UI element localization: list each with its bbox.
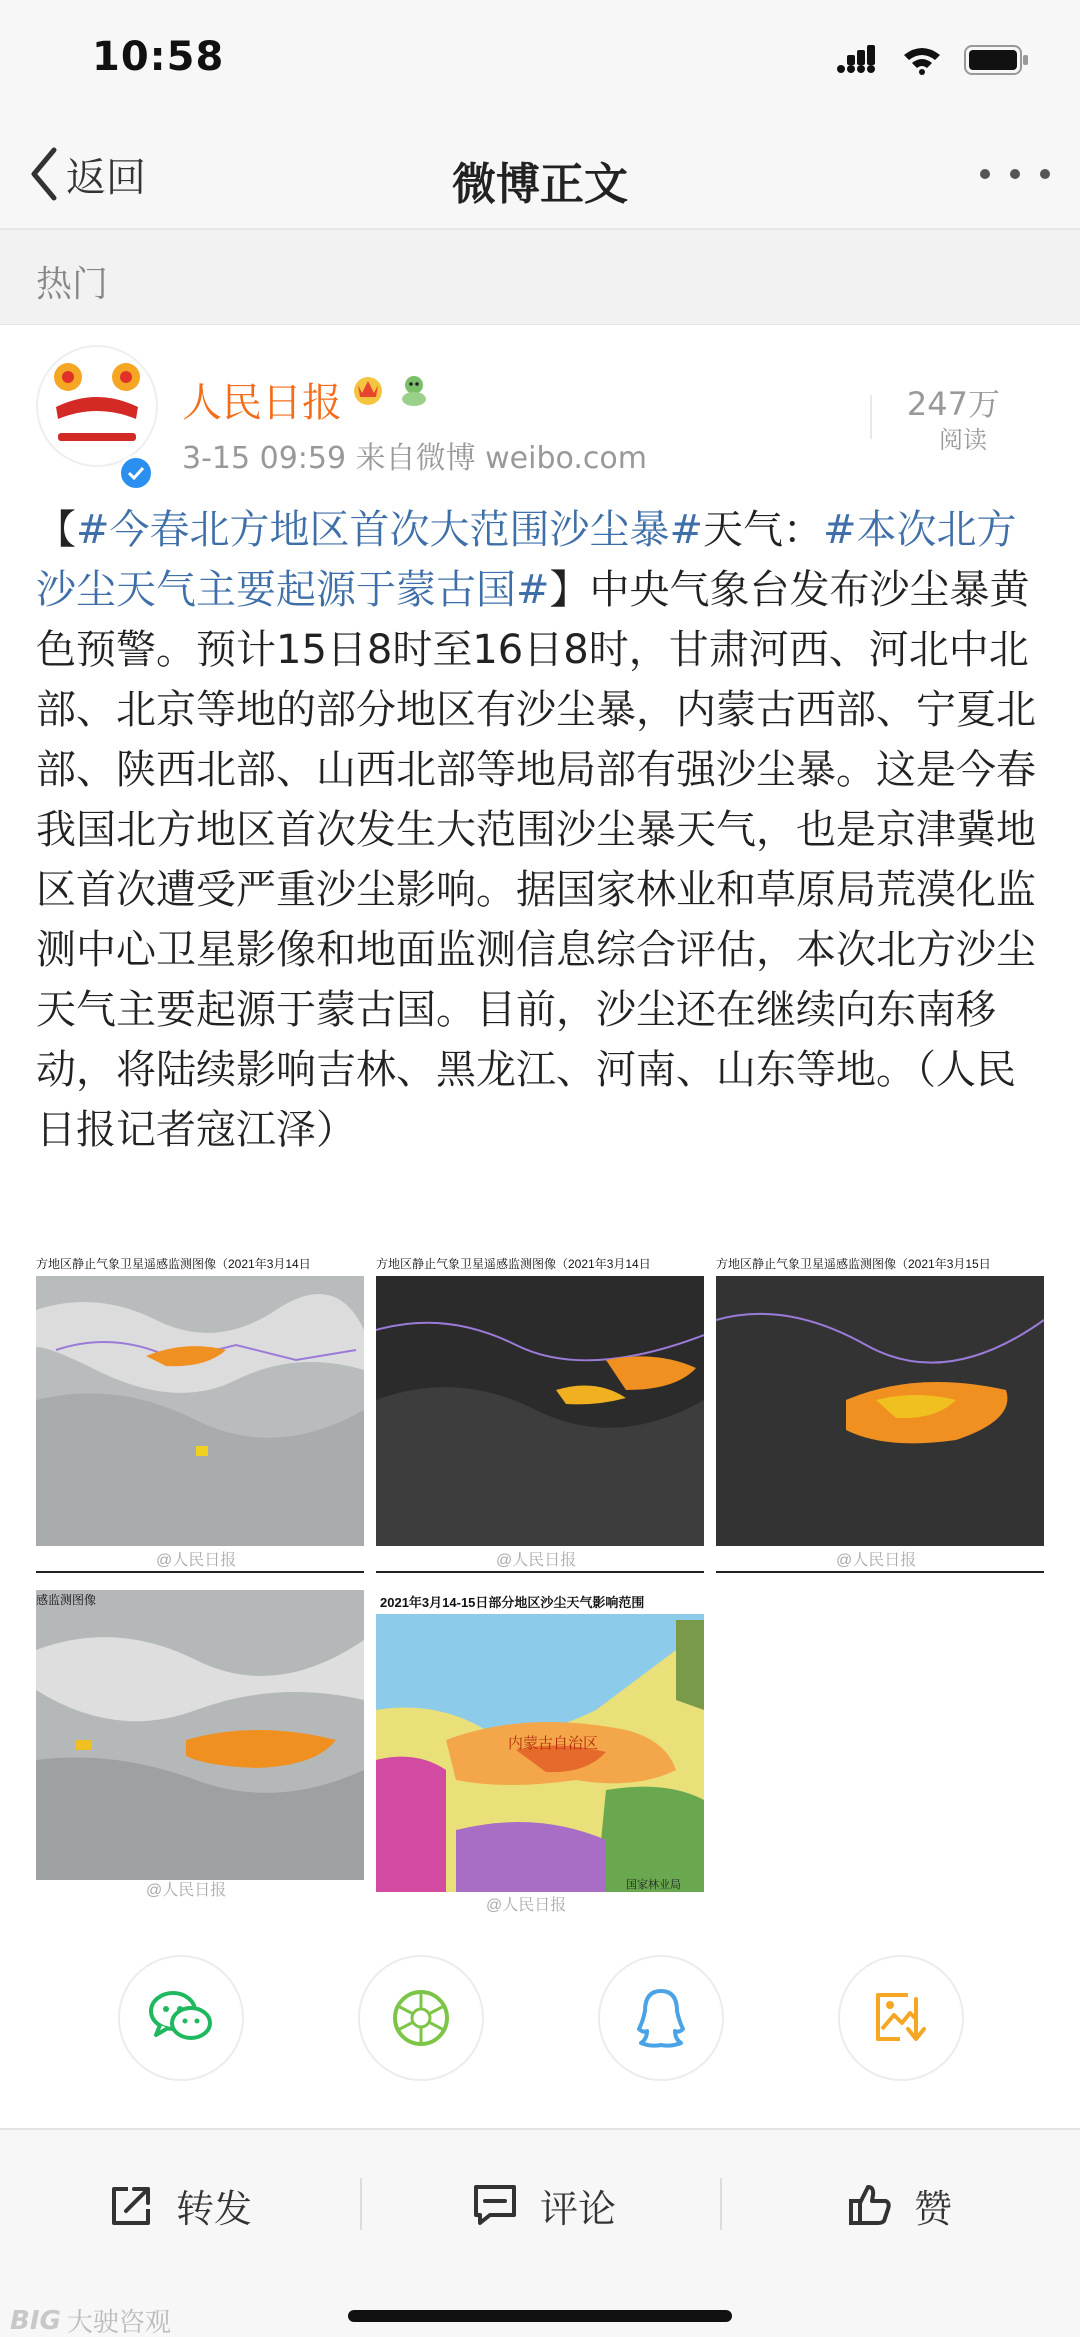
camera-aperture-icon (391, 1988, 451, 2048)
image-caption: 方地区静止气象卫星遥感监测图像（2021年3月15日 (716, 1257, 991, 1271)
wifi-icon (902, 45, 942, 75)
post-text-segment: 】中央气象台发布沙尘暴黄色预警。预计15日8时至16日8时，甘肃河西、河北中北部、北京等地的部分地区有沙尘暴，内蒙古西部、宁夏北部、陕西北部、山西北部等地局部有强沙尘暴。这是今春我国北方地区首次发生大范围沙尘暴天气，也是京津冀地区首次遭受严重沙尘影响。据国家林业和草原局荒漠化监测中心卫星影像和地面监测信息综合评估，本次北方沙尘天气主要起源于蒙古国。目前，沙尘还在继续向东南移动，将陆续影响吉林、黑龙江、河南、山东等地。（人民日报记者寇江泽） (36, 567, 1036, 1153)
qq-penguin-icon (635, 1987, 687, 2049)
mascot-icon (396, 371, 432, 407)
satellite-image[interactable] (716, 1250, 1044, 1578)
cellular-signal-icon (836, 45, 880, 75)
satellite-image[interactable] (376, 1250, 704, 1578)
hot-bar (0, 230, 1080, 325)
image-caption: 感监测图像 (36, 1593, 97, 1607)
author-name[interactable]: 人民日报 (182, 380, 342, 426)
image-watermark: @人民日报 (146, 1882, 227, 1899)
image-watermark: @人民日报 (156, 1552, 237, 1569)
repost-icon (110, 2183, 154, 2227)
status-time: 10:58 (92, 34, 225, 80)
repost-button[interactable] (110, 2170, 252, 2240)
post-card (0, 325, 1080, 2125)
post-body (36, 500, 1048, 1160)
impact-map-image[interactable] (376, 1590, 704, 1918)
watermark (10, 2302, 171, 2337)
image-caption: 方地区静止气象卫星遥感监测图像（2021年3月14日 (376, 1257, 651, 1271)
map-title: 2021年3月14-15日部分地区沙尘天气影响范围 (380, 1595, 645, 1610)
satellite-image[interactable] (36, 1590, 364, 1918)
more-dot-icon (1010, 169, 1020, 179)
watermark-text: 大驶咨观 (66, 2308, 171, 2337)
back-label: 返回 (66, 154, 146, 201)
share-wechat-button[interactable] (118, 1955, 244, 2081)
save-image-button[interactable] (838, 1955, 964, 2081)
map-source: 国家林业局 (626, 1879, 681, 1891)
thumbs-up-icon (848, 2183, 892, 2227)
hashtag-link[interactable]: #本次北方沙尘天气主要起源于蒙古国# (36, 507, 1017, 613)
battery-icon (964, 44, 1030, 76)
divider (720, 2178, 722, 2230)
hashtag-link[interactable]: #今春北方地区首次大范围沙尘暴# (76, 507, 704, 553)
status-icons (836, 40, 1030, 80)
status-bar (0, 0, 1080, 118)
bottom-action-bar (0, 2128, 1080, 2337)
satellite-image[interactable] (36, 1250, 364, 1578)
verified-badge-icon (118, 455, 154, 491)
comment-icon (472, 2183, 518, 2227)
post-text-segment: 天气： (703, 507, 824, 553)
author-badges (350, 371, 432, 407)
like-label: 赞 (914, 2186, 953, 2231)
wechat-icon (148, 1989, 214, 2047)
crown-icon (350, 371, 386, 407)
peoples-daily-logo (38, 347, 156, 465)
hot-label: 热门 (36, 264, 109, 305)
author-avatar[interactable] (36, 345, 158, 467)
repost-label: 转发 (176, 2186, 253, 2231)
image-watermark: @人民日报 (836, 1552, 917, 1569)
divider (360, 2178, 362, 2230)
bracket-open: 【 (36, 507, 76, 553)
post-meta: 3-15 09:59 来自微博 weibo.com (182, 441, 647, 476)
nav-bar (0, 118, 1080, 230)
read-count: 247万 (906, 385, 1000, 423)
more-dot-icon (1040, 169, 1050, 179)
comment-label: 评论 (540, 2186, 617, 2231)
page-title: 微博正文 (452, 159, 628, 210)
share-row (0, 1955, 1080, 2085)
like-button[interactable] (848, 2170, 952, 2240)
home-indicator[interactable] (348, 2310, 732, 2322)
comment-button[interactable] (472, 2170, 616, 2240)
more-dot-icon (980, 169, 990, 179)
watermark-logo: BIG (10, 2305, 61, 2336)
image-watermark: @人民日报 (496, 1552, 577, 1569)
save-image-icon (872, 1989, 930, 2047)
more-options-button[interactable] (980, 148, 1050, 200)
share-moments-button[interactable] (358, 1955, 484, 2081)
chevron-left-icon (28, 146, 60, 202)
image-caption: 方地区静止气象卫星遥感监测图像（2021年3月14日 (36, 1257, 311, 1271)
map-region-label: 内蒙古自治区 (508, 1735, 599, 1752)
divider (870, 395, 872, 439)
back-button[interactable] (28, 142, 146, 206)
share-qq-button[interactable] (598, 1955, 724, 2081)
read-label: 阅读 (939, 426, 987, 454)
image-watermark: @人民日报 (486, 1897, 567, 1914)
